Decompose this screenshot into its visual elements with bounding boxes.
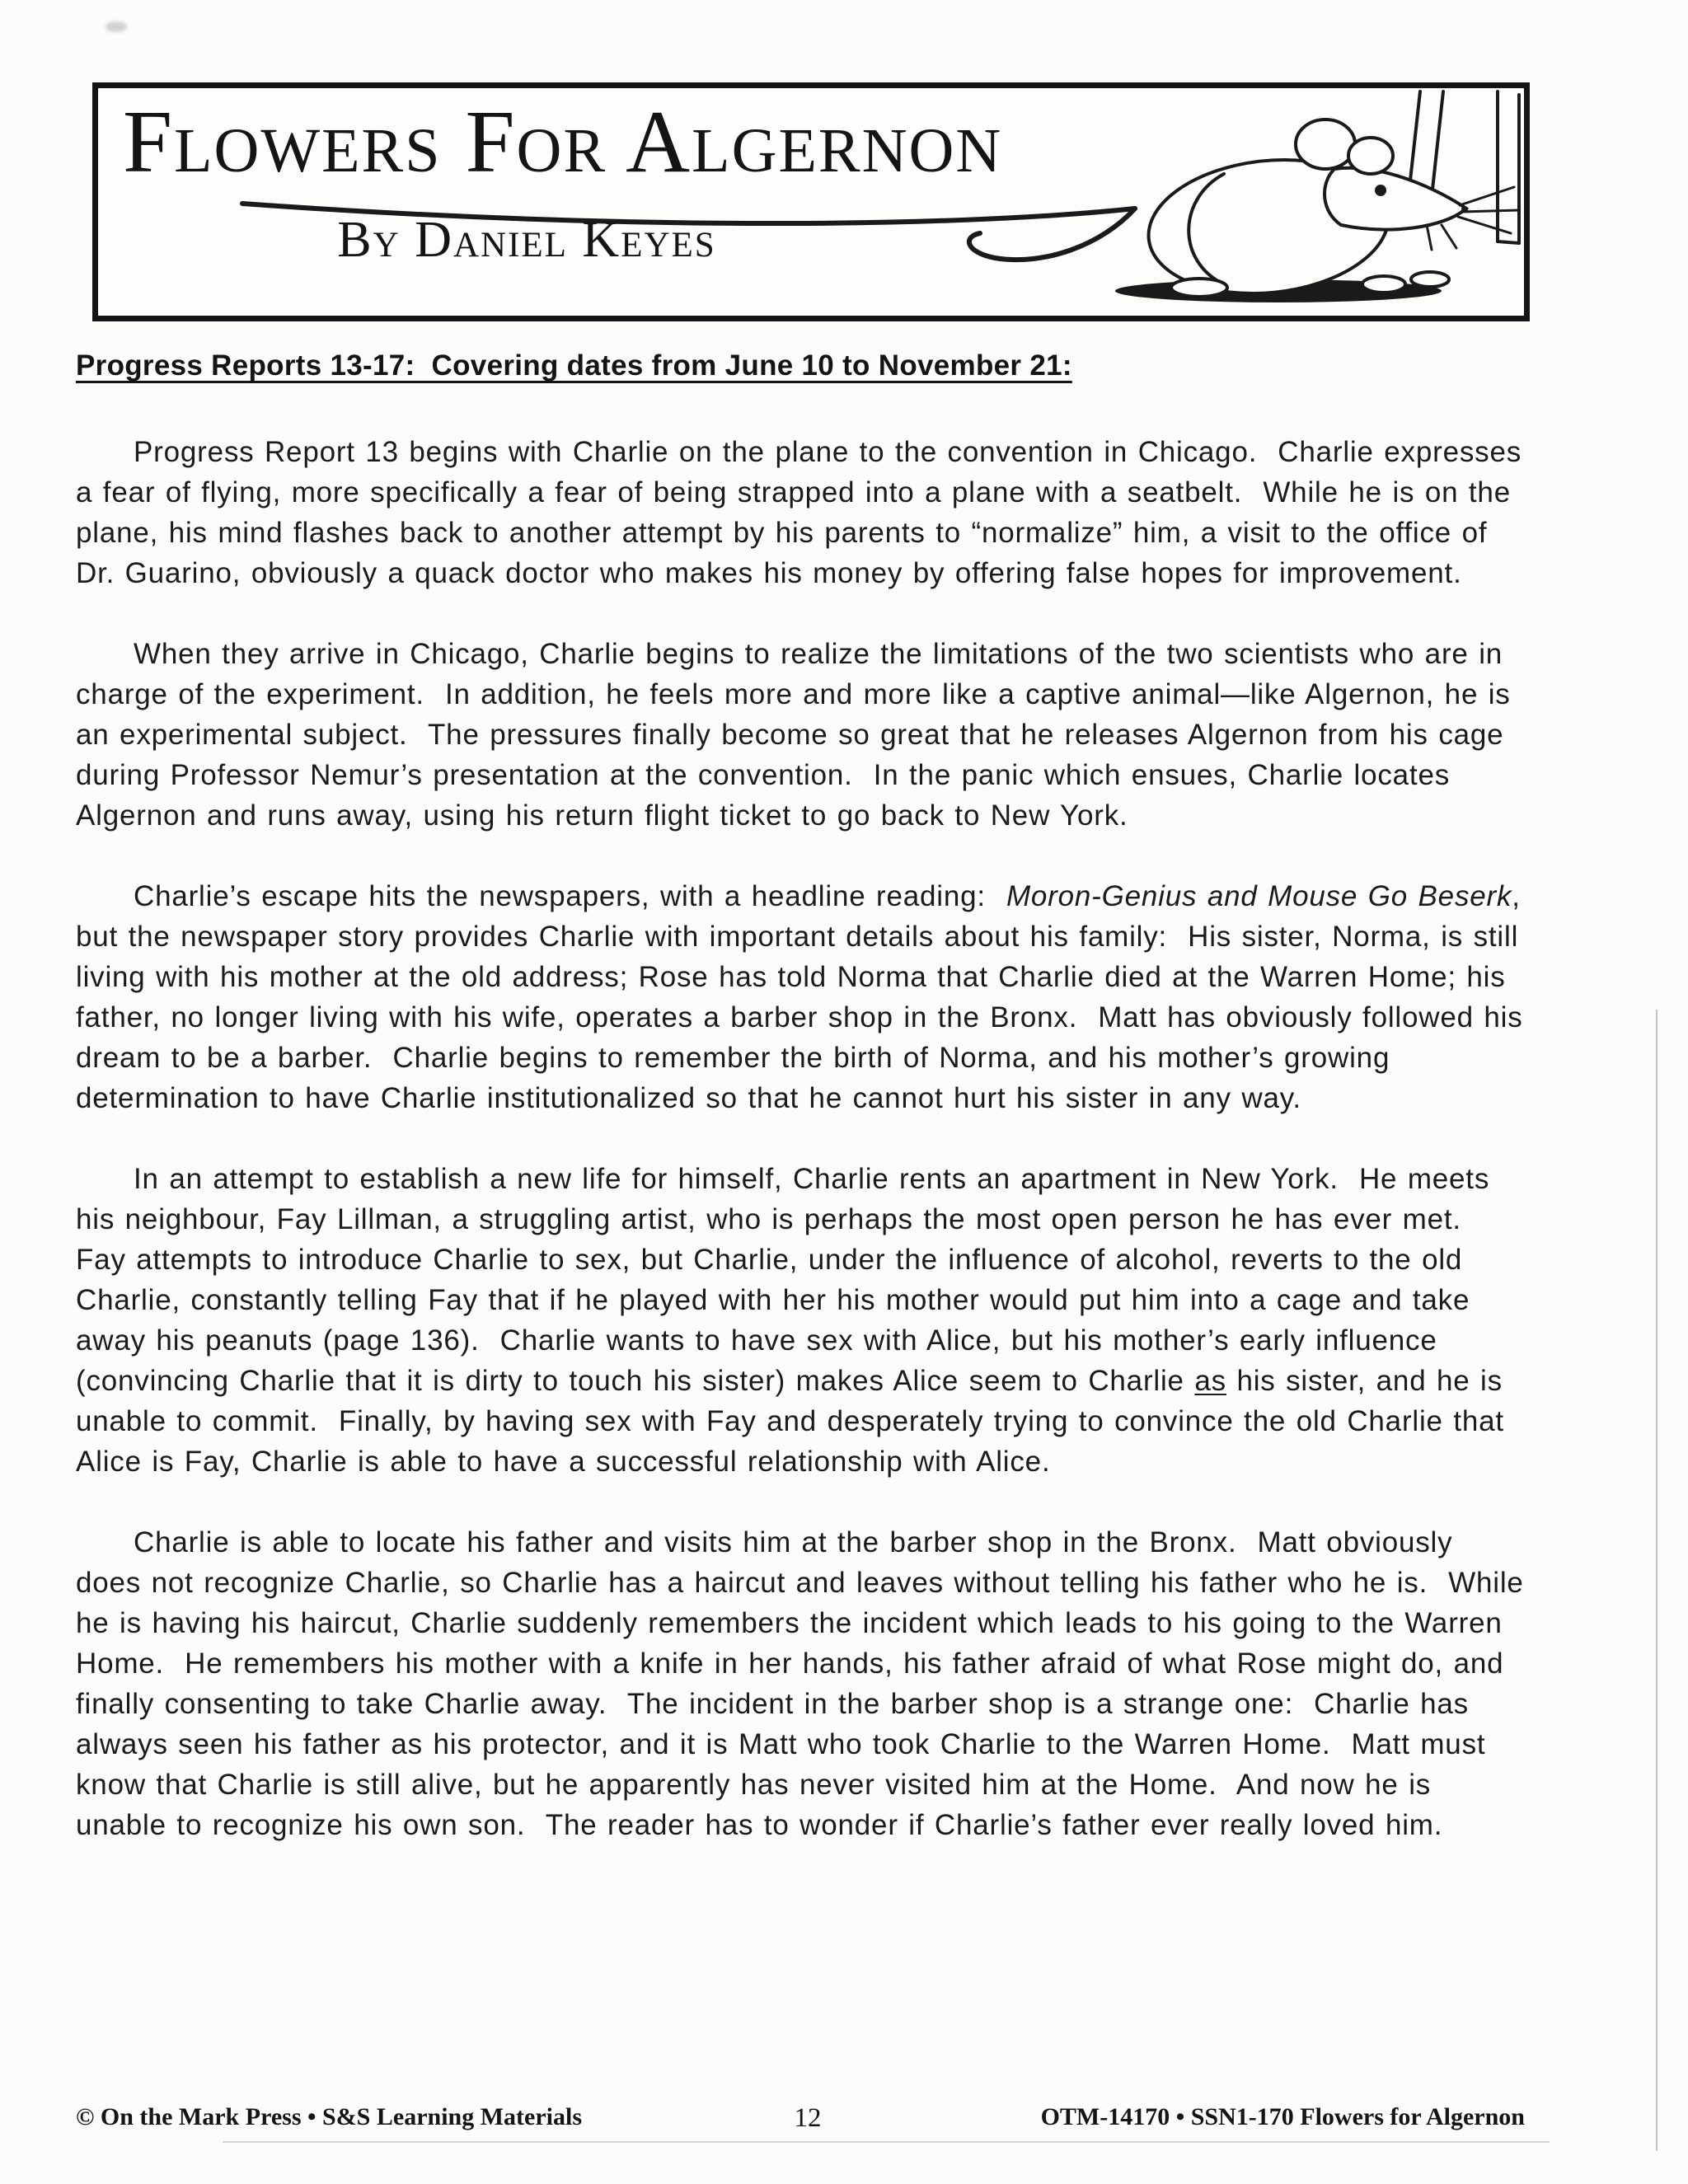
text-run-underline: as — [1194, 1365, 1226, 1397]
scan-artifact-smudge — [106, 21, 127, 32]
mouse-front-foot-1 — [1362, 276, 1405, 293]
text-run: In an attempt to establish a new life for himself, Charlie rents an apartment in New York. He meets his neighbour, Fay Lillman, a struggling artist, who is perhaps the most open person he has ever met. Fay attempts to introduce Charlie to sex, but Charlie, under the influence of alcohol, reverts to the old Charlie, constantly telling Fay that if he played with her his mother would put him into a cage and take away his peanuts (page 136). Charlie wants to have sex with Alice, but his mother’s early influence (convincing Charlie that it is dirty to touch his sister) makes Alice seem to Charlie — [76, 1163, 1500, 1397]
paragraph — [76, 876, 1534, 1118]
page-number: 12 — [794, 2103, 822, 2133]
footer-code: OTM-14170 • SSN1-170 Flowers for Algernon — [1040, 2103, 1525, 2130]
mouse-ear-right — [1348, 138, 1393, 174]
paragraph — [76, 634, 1528, 836]
mouse-eye — [1375, 185, 1386, 196]
mouse-head — [1325, 168, 1466, 230]
text-run: When they arrive in Chicago, Charlie begins to realize the limitations of the two scientists who are in charge of the experiment. In addition, he feels more and more like a captive animal—like Algernon, he is an experimental subject. The pressures finally become so great that he releases Algernon from his cage during Professor Nemur’s presentation at the convention. In the panic which ensues, Charlie locates Algernon and runs away, using his return flight ticket to go back to New York. — [76, 638, 1522, 832]
mouse-ear-left — [1296, 120, 1355, 169]
text-run: Charlie’s escape hits the newspapers, with a headline reading: — [134, 880, 1006, 912]
scan-artifact-vertical-line — [1656, 1010, 1658, 2151]
mouse-front-foot-2 — [1411, 272, 1449, 287]
book-title: Flowers For Algernon — [123, 93, 1003, 191]
scan-artifact-horizontal-line — [223, 2141, 1550, 2143]
text-run: Charlie is able to locate his father and visits him at the barber shop in the Bronx. Matt obviously does not recognize Charlie, so Charlie has a haircut and leaves without telling his father who he is. While he is having his haircut, Charlie suddenly remembers the incident which leads to his going to the Warren Home. He remembers his mother with a knife in her hands, his father afraid of what Rose might do, and finally consenting to take Charlie away. The incident in the barber shop is a strange one: Charlie has always seen his father as his protector, and it is Matt who took Charlie to the Warren Home. Matt must know that Charlie is still alive, but he apparently has never visited him at the Home. And now he is unable to recognize his own son. The reader has to wonder if Charlie’s father ever really loved him. — [76, 1526, 1535, 1841]
footer-publisher: © On the Mark Press • S&S Learning Materials — [76, 2103, 582, 2130]
report-summary — [76, 432, 1535, 1886]
title-banner — [92, 82, 1530, 321]
paragraph — [76, 1159, 1528, 1482]
section-heading: Progress Reports 13-17: Covering dates from June 10 to November 21: — [76, 349, 1072, 382]
paragraph — [76, 1522, 1535, 1845]
text-run: his sister, and he is unable to commit. Finally, by having sex with Fay and desperately trying to convince the old Charlie that Alice is Fay, Charlie is able to have a successful relationship with Alice. — [76, 1365, 1513, 1478]
text-run: , but the newspaper story provides Charlie with important details about his family: His sister, Norma, is still living with his mother at the old address; Rose has told Norma that Charlie died at the Warren Home; his father, no longer living with his wife, operates a barber shop in the Bronx. Matt has obviously followed his dream to be a barber. Charlie begins to remember the birth of Norma, and his mother’s growing determination to have Charlie institutionalized so that he cannot hurt his sister in any way. — [76, 880, 1534, 1114]
book-author: By Daniel Keyes — [337, 212, 716, 268]
text-run: Progress Report 13 begins with Charlie on the plane to the convention in Chicago. Charlie expresses a fear of flying, more specifically a fear of being strapped into a plane with a seatbelt. While he is on the plane, his mind flashes back to another attempt by his parents to “normalize” him, a visit to the office of Dr. Guarino, obviously a quack doctor who makes his money by offering false hopes for improvement. — [76, 436, 1532, 589]
paragraph — [76, 432, 1532, 593]
text-run-italic: Moron-Genius and Mouse Go Beserk — [1006, 880, 1512, 912]
mouse-hind-foot — [1171, 279, 1227, 297]
